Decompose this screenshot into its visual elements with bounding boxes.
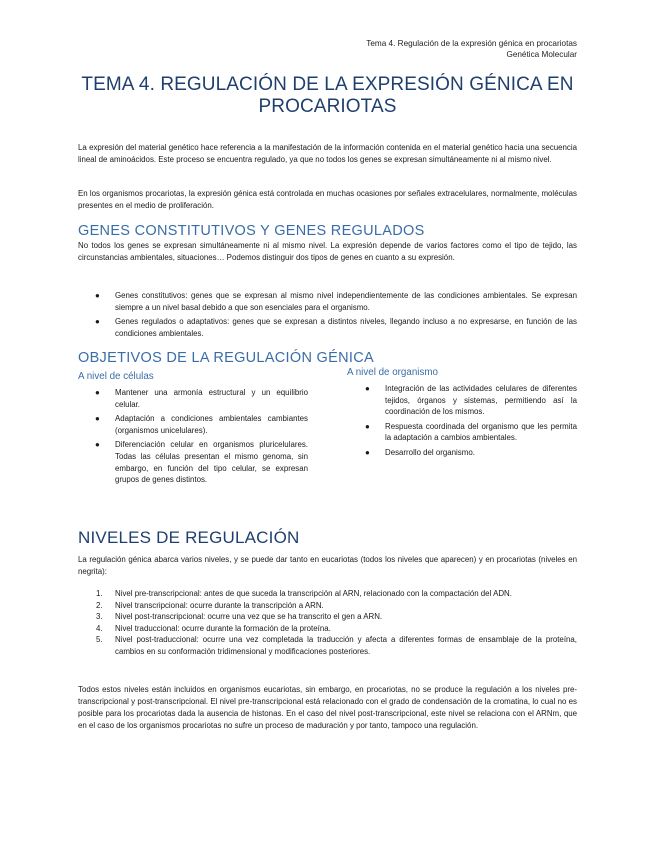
bullet-icon: ● xyxy=(95,317,100,327)
header-topic: Tema 4. Regulación de la expresión génica en procariotas xyxy=(366,39,577,48)
list-item: 3. Nivel post-transcripcional: ocurre una vez que se ha transcrito el gen a ARN. xyxy=(96,612,383,622)
levels-heading: NIVELES DE REGULACIÓN xyxy=(78,528,300,547)
bullet-icon: ● xyxy=(365,384,370,393)
list-item: ● Mantener una armonía estructural y un equilibrio celular. xyxy=(95,388,308,409)
cells-subheading: A nivel de células xyxy=(78,371,154,382)
list-item: ● Integración de las actividades celulares de diferentes tejidos, órganos y sistemas, permitiendo así la coordinación de los mismos. xyxy=(365,384,577,417)
intro-paragraph-1: La expresión del material genético hace referencia a la manifestación de la información contenida en el material genético hacia una secuencia lineal de aminoácidos. Este proceso se encuentra regulado, ya que no todos los genes se expresan simultáneamente ni al mismo nivel. xyxy=(78,143,577,164)
organism-list xyxy=(365,383,577,459)
genes-heading: GENES CONSTITUTIVOS Y GENES REGULADOS xyxy=(78,223,425,239)
cells-list xyxy=(95,387,308,486)
list-item: 1. Nivel pre-transcripcional: antes de que suceda la transcripción al ARN, relacionado con la compactación del ADN. xyxy=(96,589,512,598)
list-item: ● Genes constitutivos: genes que se expresan al mismo nivel independientemente de las condiciones ambientales. Se expresan siempre a un nivel basal debido a que son esenciales para el organismo. xyxy=(95,291,577,312)
page-title: TEMA 4. REGULACIÓN DE LA EXPRESIÓN GÉNICA EN PROCARIOTAS xyxy=(81,74,574,117)
levels-intro: La regulación génica abarca varios niveles, y se puede dar tanto en eucariotas (todos los niveles que aparecen) y en procariotas (niveles en negrita): xyxy=(78,555,577,576)
list-item: ● Diferenciación celular en organismos pluricelulares. Todas las células presentan el mismo genoma, sin embargo, en función del tipo celular, se expresan grupos de genes distintos. xyxy=(95,440,308,485)
intro-paragraph-2: En los organismos procariotas, la expresión génica está controlada en muchas ocasiones por señales extracelulares, normalmente, moléculas presentes en el medio de proliferación. xyxy=(78,189,577,210)
genes-list xyxy=(95,290,577,339)
bullet-icon: ● xyxy=(365,421,370,431)
genes-paragraph: No todos los genes se expresan simultáneamente ni al mismo nivel. La expresión depende de varios factores como el tipo de tejido, las circunstancias ambientales, situaciones… Podemos distinguir dos tipos de genes en cuanto a su expresión. xyxy=(78,241,577,262)
list-item: ● Desarrollo del organismo. xyxy=(365,447,475,457)
list-item: 5. Nivel post-traduccional: ocurre una vez completada la traducción y afecta a diferentes formas de ensamblaje de la proteína, cambios en su conformación tridimensional y modificaciones posteriores. xyxy=(96,635,577,656)
organism-subheading: A nivel de organismo xyxy=(347,367,438,378)
list-item: ● Adaptación a condiciones ambientales cambiantes (organismos unicelulares). xyxy=(95,414,308,435)
page-header xyxy=(366,38,577,60)
levels-closing-paragraph: Todos estos niveles están incluidos en organismos eucariotas, sin embargo, en procariotas, no se produce la regulación a los niveles pre-transcripcional y post-transcripcional. El nivel pre-transcripcional está relacionado con el grado de condensación de la cromatina, lo cual no es posible para los procariotas dada la ausencia de histonas. En el caso del nivel post-transcripcional, este nivel se relaciona con el ARNm, que en el caso de los organismos procariotas no sufre un proceso de maduración y por tanto, tampoco una regulación. xyxy=(78,685,577,730)
list-item: ● Genes regulados o adaptativos: genes que se expresan a distintos niveles, llegando incluso a no expresarse, en función de las condiciones ambientales. xyxy=(95,317,577,338)
levels-list xyxy=(96,588,577,658)
list-item: ● Respuesta coordinada del organismo que les permita la adaptación a cambios ambientales. xyxy=(365,421,577,443)
objectives-heading: OBJETIVOS DE LA REGULACIÓN GÉNICA xyxy=(78,350,374,366)
list-item: 4. Nivel traduccional: ocurre durante la formación de la proteína. xyxy=(96,623,331,633)
bullet-icon: ● xyxy=(95,388,100,397)
bullet-icon: ● xyxy=(95,440,100,450)
bullet-icon: ● xyxy=(365,447,370,457)
header-subject: Genética Molecular xyxy=(506,50,577,59)
list-item: 2. Nivel transcripcional: ocurre durante la transcripción a ARN. xyxy=(96,600,324,610)
bullet-icon: ● xyxy=(95,414,100,424)
bullet-icon: ● xyxy=(95,291,100,300)
